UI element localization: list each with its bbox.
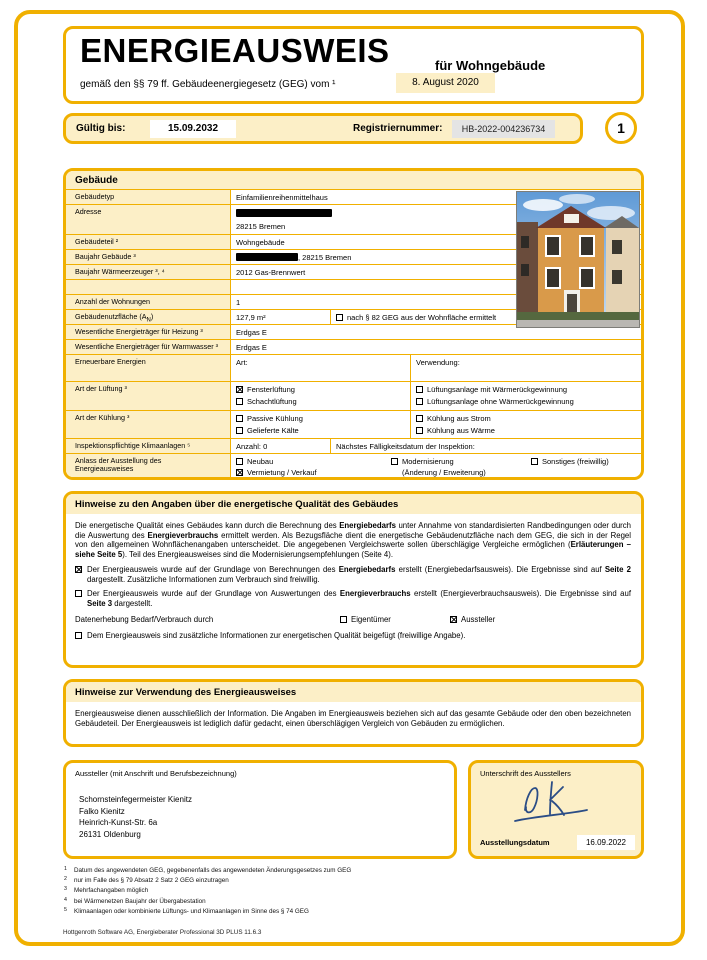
verbrauch-text: Der Energieausweis wurde auf der Grundlage von Auswertungen des Energieverbrauchs erstellt (Energieverbrauchsausweis). Die Ergebnisse sind auf Seite 3 dargestellt. xyxy=(87,589,632,608)
table-row-erneuerbare xyxy=(66,354,641,381)
anzahl-label: Anzahl: xyxy=(236,441,262,451)
row-value xyxy=(231,382,641,410)
header-box xyxy=(63,26,644,104)
bedarf-item xyxy=(75,565,631,584)
redacted-text xyxy=(236,253,298,261)
bedarf-checkbox xyxy=(75,566,82,573)
footnote-text: Mehrfachangaben möglich xyxy=(74,887,149,895)
ausstellungsdatum-value: 16.09.2022 xyxy=(577,835,635,850)
passive-kuehlung-checkbox xyxy=(236,415,243,422)
software-footer: Hottgenroth Software AG, Energieberater Professional 3D PLUS 11.6.3 xyxy=(63,929,262,936)
redacted-address-line xyxy=(236,209,332,217)
row-label: Art der Lüftung ³ xyxy=(66,382,231,410)
footnote xyxy=(64,896,351,906)
validity-bar xyxy=(63,113,583,144)
zusatz-text: Dem Energieausweis sind zusätzliche Informationen zur energetischen Qualität beigefügt (freiwillige Angabe). xyxy=(87,630,466,640)
vermietung-checkbox xyxy=(236,469,243,476)
footnote-number: 2 xyxy=(64,876,67,883)
option-neubau xyxy=(236,457,273,466)
neubau-checkbox xyxy=(236,458,243,465)
option-modernisierung xyxy=(391,457,454,466)
aussteller-signature xyxy=(507,776,607,833)
footnote xyxy=(64,906,351,916)
nutzflaeche-value: 127,9 m² xyxy=(231,310,331,324)
row-label: Art der Kühlung ³ xyxy=(66,411,231,438)
footnote-text: bei Wärmenetzen Baujahr der Übergabestation xyxy=(74,897,206,905)
option-label: Lüftungsanlage mit Wärmerückgewinnung xyxy=(427,384,568,394)
footnote-number: 4 xyxy=(64,896,67,903)
option-schachtlueftung xyxy=(236,397,406,406)
option-label: Schachtlüftung xyxy=(247,397,297,406)
option-label: Modernisierung xyxy=(402,457,454,466)
option-gelieferte-kaelte xyxy=(236,426,406,435)
sonstiges-checkbox xyxy=(531,458,538,465)
lueftung-right-options xyxy=(411,382,641,410)
option-lueftungsanlage-mit xyxy=(416,385,637,394)
aussteller-checkbox xyxy=(450,616,457,623)
option-sonstiges xyxy=(531,457,609,466)
wohnflaeche-checkbox xyxy=(336,314,343,321)
aussteller-line: 26131 Oldenburg xyxy=(79,829,141,839)
anlass-label-line1: Anlass der Ausstellung des xyxy=(75,455,162,465)
row-value: 1 xyxy=(236,297,241,307)
option-kuehlung-waerme xyxy=(416,426,637,435)
row-value: Erdgas E xyxy=(236,327,267,337)
unterschrift-box xyxy=(468,760,644,859)
document-title: ENERGIEAUSWEIS xyxy=(80,32,390,69)
option-label: Gelieferte Kälte xyxy=(247,426,299,435)
fensterlueftung-checkbox xyxy=(236,386,243,393)
schachtlueftung-checkbox xyxy=(236,398,243,405)
verbrauch-checkbox xyxy=(75,590,82,597)
row-label: Gebäudetyp xyxy=(66,190,231,204)
footnotes xyxy=(64,865,351,916)
kuehlung-strom-checkbox xyxy=(416,415,423,422)
hinweise-qualitaet-section xyxy=(63,491,644,668)
hinweise-qualitaet-title: Hinweise zu den Angaben über die energetische Qualität des Gebäudes xyxy=(66,494,641,514)
gelieferte-kaelte-checkbox xyxy=(236,427,243,434)
option-eigentuemer xyxy=(340,615,391,625)
ausstellungsdatum-label: Ausstellungsdatum xyxy=(480,838,550,847)
document-subtitle: für Wohngebäude xyxy=(435,58,546,73)
gueltig-bis-value: 15.09.2032 xyxy=(150,120,236,138)
anzahl-value: 0 xyxy=(263,441,268,451)
verwendung-text: Energieausweise dienen ausschließlich der Information. Die Angaben im Energieausweis beziehen sich auf das gesamte Gebäude oder den oben bezeichneten Gebäudeteil. Der Energieausweis ist lediglich dafür gedacht, einen überschlägigen Vergleich von Gebäuden zu ermöglichen. xyxy=(75,709,631,728)
modernisierung-sublabel: (Änderung / Erweiterung) xyxy=(402,467,486,477)
option-fensterlueftung xyxy=(236,385,406,394)
footnote-text: nur im Falle des § 79 Absatz 2 Satz 2 GEG einzutragen xyxy=(74,877,229,885)
row-label: Inspektionspflichtige Klimaanlagen ⁵ xyxy=(66,439,231,453)
row-value: Wohngebäude xyxy=(236,237,285,247)
option-label: Aussteller xyxy=(461,614,496,624)
building-photo xyxy=(516,191,640,328)
row-label-empty xyxy=(66,280,231,294)
row-label: Baujahr Gebäude ³ xyxy=(66,250,231,264)
zusatz-checkbox xyxy=(75,632,82,639)
footnote xyxy=(64,865,351,875)
gueltig-bis-label: Gültig bis: xyxy=(76,123,126,134)
klimaanlagen-anzahl-cell xyxy=(231,439,331,453)
aussteller-address xyxy=(79,794,192,840)
row-label: Anzahl der Wohnungen xyxy=(66,295,231,309)
option-vermietung-verkauf xyxy=(236,468,317,477)
lueftungsanlage-mit-checkbox xyxy=(416,386,423,393)
datenerhebung-row xyxy=(75,615,631,626)
address-city: 28215 Bremen xyxy=(236,221,286,231)
row-value xyxy=(231,411,641,438)
bedarf-text: Der Energieausweis wurde auf der Grundlage von Berechnungen des Energiebedarfs erstellt (Energiebedarfsausweis). Die Ergebnisse sind auf Seite 2 dargestellt. Zusätzliche Informationen zum Verbrauch sind freiwillig. xyxy=(87,564,631,584)
row-label: Erneuerbare Energien xyxy=(66,355,231,381)
registriernummer-label: Registriernummer: xyxy=(353,123,443,134)
footnote-number: 1 xyxy=(64,866,67,872)
klimaanlagen-faellig-label: Nächstes Fälligkeitsdatum der Inspektion: xyxy=(336,441,475,451)
hinweise-qualitaet-body xyxy=(66,514,641,640)
table-row-anlass xyxy=(66,453,641,477)
anlass-label-line2: Energieausweises xyxy=(75,464,134,474)
footnote-text: Datum des angewendeten GEG, gegebenenfalls des angewendeten Änderungsgesetzes zum GEG xyxy=(74,867,352,874)
aussteller-line: Schornsteinfegermeister Kienitz xyxy=(79,795,192,804)
unterschrift-label: Unterschrift des Ausstellers xyxy=(480,769,571,778)
table-row-lueftung xyxy=(66,381,641,410)
footnote-text: Klimaanlagen oder kombinierte Lüftungs- und Klimaanlagen im Sinne des § 74 GEG xyxy=(74,907,309,915)
footnote-number: 3 xyxy=(64,886,67,893)
modernisierung-checkbox xyxy=(391,458,398,465)
verbrauch-item xyxy=(75,589,631,608)
footnote xyxy=(64,885,351,895)
row-label: Adresse xyxy=(66,205,231,234)
row-value xyxy=(231,454,641,477)
row-label: Wesentliche Energieträger für Heizung ³ xyxy=(66,325,231,339)
option-lueftungsanlage-ohne xyxy=(416,397,637,406)
table-row-kuehlung xyxy=(66,410,641,438)
kuehlung-left-options xyxy=(231,411,411,438)
row-value: Erdgas E xyxy=(236,342,267,352)
hinweise-verwendung-title: Hinweise zur Verwendung des Energieausweises xyxy=(66,682,641,702)
footnote-number: 5 xyxy=(64,906,67,913)
row-label: Gebäudenutzfläche $(A_N)$ xyxy=(66,310,231,324)
hinweise-verwendung-section xyxy=(63,679,644,747)
row-label: Baujahr Wärmeerzeuger ³, ⁴ xyxy=(66,265,231,279)
gebaeude-section xyxy=(63,168,644,480)
page-number-badge: 1 xyxy=(605,112,637,144)
gebaeude-section-title: Gebäude xyxy=(66,171,641,189)
option-label: Lüftungsanlage ohne Wärmerückgewinnung xyxy=(427,397,574,406)
aussteller-line: Falko Kienitz xyxy=(79,806,125,816)
kuehlung-waerme-checkbox xyxy=(416,427,423,434)
aussteller-line: Heinrich-Kunst-Str. 6a xyxy=(79,818,158,827)
erneuerbare-art-label: Art: xyxy=(231,355,411,381)
aussteller-box xyxy=(63,760,457,859)
table-row-warmwasser xyxy=(66,339,641,354)
row-value xyxy=(231,439,641,453)
qualitaet-intro-text: Die energetische Qualität eines Gebäudes kann durch die Berechnung des Energiebedarfs unter Annahme von standardisierten Randbedingungen oder durch die Auswertung des Energieverbrauchs ermittelt werden. Als Bezugsfläche dient die energetische Gebäudenutzfläche nach dem GEG, die sich in der Regel von den allgemeinen Wohnflächenangaben unterscheidet. Die angegebenen Vergleichswerte sollen überschlägige Vergleiche ermöglichen (Erläuterungen – siehe Seite 5). Teil des Energieausweises sind die Modernisierungsempfehlungen (Seite 4). xyxy=(75,521,632,560)
option-label: Neubau xyxy=(247,457,274,466)
row-value xyxy=(231,355,641,381)
option-label: Fensterlüftung xyxy=(247,384,295,394)
option-aussteller xyxy=(450,615,495,625)
row-label: Gebäudeteil ² xyxy=(66,235,231,249)
row-label: Wesentliche Energieträger für Warmwasser ³ xyxy=(66,340,231,354)
row-value: Einfamilienreihenmittelhaus xyxy=(236,192,328,202)
datenerhebung-label: Datenerhebung Bedarf/Verbrauch durch xyxy=(75,614,214,624)
hinweise-verwendung-body xyxy=(66,702,641,728)
lueftungsanlage-ohne-checkbox xyxy=(416,398,423,405)
table-row-klimaanlagen xyxy=(66,438,641,453)
option-kuehlung-strom xyxy=(416,414,637,423)
option-label: Sonstiges (freiwillig) xyxy=(542,457,609,466)
option-label: Eigentümer xyxy=(351,614,391,624)
law-reference: gemäß den §§ 79 ff. Gebäudeenergiegesetz (GEG) vom ¹ xyxy=(80,79,336,90)
row-value: 2012 Gas-Brennwert xyxy=(236,267,306,277)
aussteller-box-label: Aussteller (mit Anschrift und Berufsbezeichnung) xyxy=(75,769,237,778)
lueftung-left-options xyxy=(231,382,411,410)
option-label: Kühlung aus Strom xyxy=(427,413,491,423)
registriernummer-value: HB-2022-004236734 xyxy=(452,120,555,138)
row-label xyxy=(66,454,231,477)
eigentuemer-checkbox xyxy=(340,616,347,623)
baujahr-suffix: , 28215 Bremen xyxy=(298,252,352,262)
option-label: Vermietung / Verkauf xyxy=(247,467,317,477)
option-label: Kühlung aus Wärme xyxy=(427,426,495,435)
wohnflaeche-checkbox-label: nach § 82 GEG aus der Wohnfläche ermittelt xyxy=(347,312,497,322)
kuehlung-right-options xyxy=(411,411,641,438)
footnote xyxy=(64,875,351,885)
erneuerbare-verwendung-label: Verwendung: xyxy=(416,357,460,367)
law-date-value: 8. August 2020 xyxy=(396,73,495,93)
zusatz-item xyxy=(75,631,631,641)
option-passive-kuehlung xyxy=(236,414,406,423)
option-label: Passive Kühlung xyxy=(247,413,303,423)
